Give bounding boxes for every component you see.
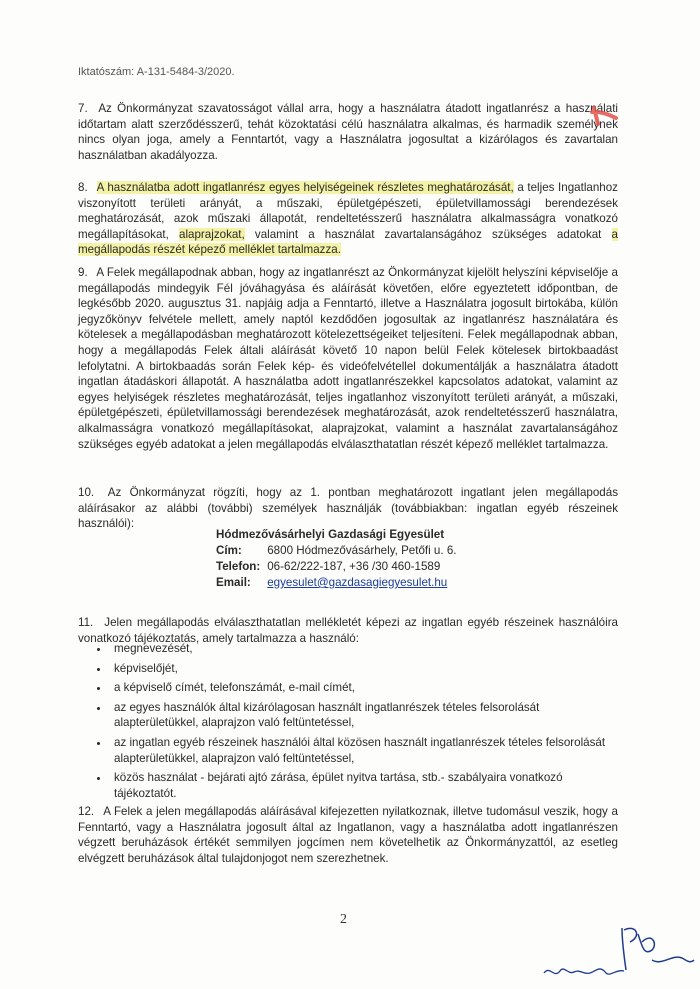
paragraph-9 <box>78 265 618 452</box>
paragraph-number: 10. <box>78 486 95 499</box>
list-item: • megnevezését, <box>110 641 622 657</box>
list-item: • képviselőjét, <box>110 661 622 677</box>
list-item: • közös használat - bejárati ajtó zárása, épület nyitva tartása, stb.- szabályaira vonatkozó tájékoztatót. <box>110 770 622 801</box>
paragraph-number: 12. <box>78 805 95 818</box>
paragraph-text: Az Önkormányzat szavatosságot vállal arra, hogy a használatra átadott ingatlanrész a használati időtartam alatt szerződésszerű, tehát közoktatási célú használatra alkalmas, és harmadik személynek nincs olyan joga, amely a Fenntartót, vagy a Használatra jogosultat a kizárólagos és zavartalan használatban akadályozza. <box>78 102 618 162</box>
phone-value: 06-62/222-187, +36 /30 460-1589 <box>267 560 441 573</box>
phone-line <box>216 559 457 575</box>
paragraph-number: 9. <box>78 266 88 279</box>
paragraph-text: Jelen megállapodás elválaszthatatlan mellékletét képezi az ingatlan egyéb részeinek használóira vonatkozó tájékoztatás, amely tartalmazza a használó: <box>78 616 619 645</box>
list-item: • a képviselő címét, telefonszámát, e-mail címét, <box>110 680 622 696</box>
paragraph-text: a teljes Ingatlanhoz viszonyított területi arányát, a műszaki, épületgépészeti, épületvillamossági berendezések meghatározását, azok műszaki állapotát, rendeltetésszerű használatra alkalmasságra vonatkozó megállapításokat, <box>78 181 618 241</box>
reference-label: Iktatószám: <box>78 66 135 78</box>
paragraph-text: A Felek a jelen megállapodás aláírásával kifejezetten nyilatkoznak, illetve tudomásul veszik, hogy a Fenntartó, vagy a Használatra jogosult által az Ingatlanon, vagy a használatba adott ingatlanrészen végzett beruházások értékét semmilyen jogcímen nem követelhetik az Önkormányzattól, az esetleg elvégzett beruházások által tulajdonjogot nem szerezhetnek. <box>78 805 618 865</box>
red-margin-mark <box>586 102 622 128</box>
address-value: 6800 Hódmezővásárhely, Petőfi u. 6. <box>267 544 457 557</box>
paragraph-number: 11. <box>78 616 94 629</box>
paragraph-10 <box>78 485 618 532</box>
contact-block <box>216 527 457 591</box>
address-label: Cím: <box>216 544 242 557</box>
list-item: • az ingatlan egyéb részeinek használói által közösen használt ingatlanrészek tételes felsorolását alapterületükkel, alaprajzon való feltüntetéssel, <box>110 735 622 766</box>
paragraph-8 <box>78 180 618 258</box>
address-line <box>216 543 457 559</box>
paragraph-number: 7. <box>78 102 88 115</box>
email-line <box>216 575 457 591</box>
reference-value: A-131-5484-3/2020. <box>136 66 235 78</box>
paragraph-12 <box>78 804 618 866</box>
email-label: Email: <box>216 576 251 589</box>
list-item: • az egyes használók által kizárólagosan használt ingatlanrészek tételes felsorolását alapterületükkel, alaprajzon való feltüntetéssel, <box>110 700 622 731</box>
page-number: 2 <box>340 912 347 927</box>
paragraph-text: Az Önkormányzat rögzíti, hogy az 1. pontban meghatározott ingatlant jelen megállapodás aláírásakor az alábbi (további) személyek használják (továbbiakban: ingatlan egyéb részeinek használói): <box>78 486 618 531</box>
highlighted-text: a megállapodás részét képező melléklet tartalmazza. <box>78 227 618 257</box>
highlighted-text: alaprajzokat, <box>179 227 245 241</box>
paragraph-text: A Felek megállapodnak abban, hogy az ingatlanrészt az Önkormányzat kijelölt helyszíni képviselője a megállapodás mindegyik Fél jóváhagyása és aláírását követően, előre egyeztetett időpontban, de legkésőbb 2020. augusztus 31. napjáig adja a Fenntartó, illetve a Használatra jogosult birtokába, külön jegyzőkönyv felvétele mellett, amely naptól kezdődően jogosultak az ingatlanrész használatára és kötelesek a megállapodásban meghatározott kötelezettségeiket teljesíteni. Felek megállapodnak abban, hogy a megállapodás Felek általi aláírását követő 10 napon belül Felek kötelesek birtokbaadást lefolytatni. A birtokbaadás során Felek kép- és videófelvétellel dokumentálják a használatra átadott ingatlan átadáskori állapotát. A használatba adott ingatlanrészekkel kapcsolatos adatokat, valamint az egyes helyiségek részletes meghatározását, teljes ingatlanhoz viszonyított területi arányát, a műszaki, épületgépészeti, épületvillamossági berendezések meghatározását, azok rendeltetésszerű használatra, alkalmasságra vonatkozó megállapításokat, alaprajzokat, valamint a használat zavartalanságához szükséges egyéb adatokat a jelen megállapodás elválaszthatatlan részét képező melléklet tartalmazza. <box>78 266 618 451</box>
highlighted-text: A használatba adott ingatlanrész egyes helyiségeinek részletes meghatározását, <box>96 181 514 194</box>
paragraph-text: valamint a használat zavartalanságához szükséges adatokat <box>244 227 612 241</box>
reference-number <box>78 66 235 78</box>
paragraph-7 <box>78 101 618 163</box>
email-link[interactable]: egyesulet@gazdasagiegyesulet.hu <box>267 576 448 589</box>
phone-label: Telefon: <box>216 560 261 573</box>
signature-initials-2 <box>612 920 698 980</box>
organization-name: Hódmezővásárhelyi Gazdasági Egyesület <box>216 528 445 541</box>
paragraph-number: 8. <box>78 181 88 194</box>
user-info-list <box>96 641 622 805</box>
